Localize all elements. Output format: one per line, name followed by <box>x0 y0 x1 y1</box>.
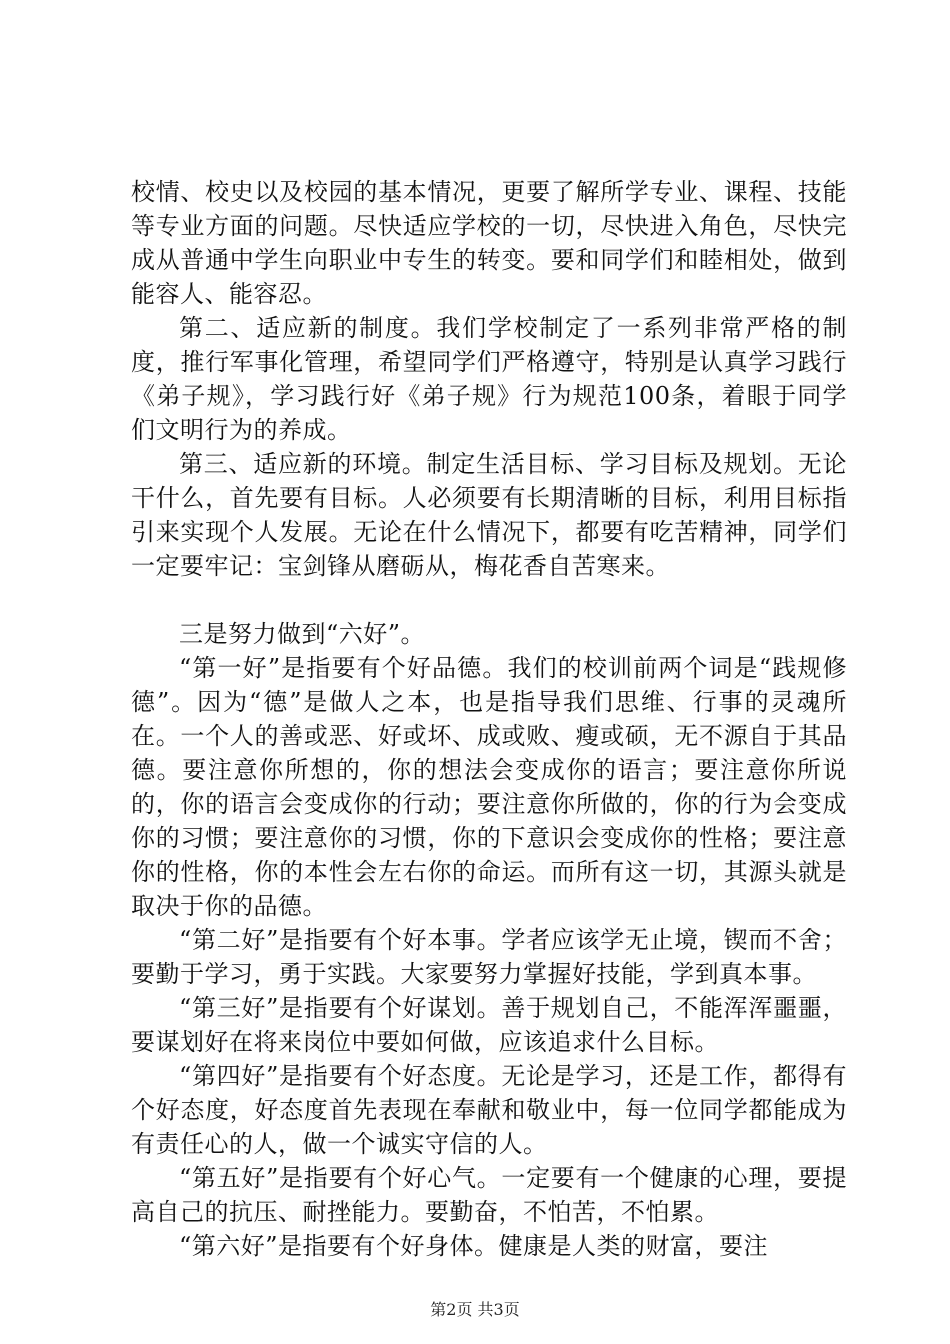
paragraph-fifth-good: “第五好”是指要有个好心气。一定要有一个健康的心理，要提高自己的抗压、耐挫能力。要勤奋，不怕苦，不怕累。 <box>131 1164 847 1226</box>
section-heading-six-goods: 三是努力做到“六好”。 <box>179 620 426 648</box>
paragraph-continuation: 校情、校史以及校园的基本情况，更要了解所学专业、课程、技能等专业方面的问题。尽快适应学校的一切，尽快进入角色，尽快完成从普通中学生向职业中专生的转变。要和同学们和睦相处，做到能容人、能容忍。 <box>131 178 847 308</box>
document-body <box>131 175 847 1263</box>
paragraph-fourth-good: “第四好”是指要有个好态度。无论是学习，还是工作，都得有个好态度，好态度首先表现在奉献和敬业中，每一位同学都能成为有责任心的人，做一个诚实守信的人。 <box>131 1062 847 1158</box>
paragraph-third-good: “第三好”是指要有个好谋划。善于规划自己，不能浑浑噩噩，要谋划好在将来岗位中要如何做，应该追求什么目标。 <box>131 994 847 1056</box>
page-footer: 第2页 共3页 <box>430 1300 520 1319</box>
paragraph-new-system: 第二、适应新的制度。我们学校制定了一系列非常严格的制度，推行军事化管理，希望同学们严格遵守，特别是认真学习践行《弟子规》，学习践行好《弟子规》行为规范100条，着眼于同学们文明行为的养成。 <box>131 314 847 444</box>
paragraph-first-good: “第一好”是指要有个好品德。我们的校训前两个词是“践规修德”。因为“德”是做人之本，也是指导我们思维、行事的灵魂所在。一个人的善或恶、好或坏、成或败、瘦或硕，无不源自于其品德。要注意你所想的，你的想法会变成你的语言；要注意你所说的，你的语言会变成你的行动；要注意你所做的，你的行为会变成你的习惯；要注意你的习惯，你的下意识会变成你的性格；要注意你的性格，你的本性会左右你的命运。而所有这一切，其源头就是取决于你的品德。 <box>131 654 847 920</box>
paragraph-new-environment: 第三、适应新的环境。制定生活目标、学习目标及规划。无论干什么，首先要有目标。人必须要有长期清晰的目标，利用目标指引来实现个人发展。无论在什么情况下，都要有吃苦精神，同学们一定要牢记：宝剑锋从磨砺从，梅花香自苦寒来。 <box>131 450 847 580</box>
paragraph-second-good: “第二好”是指要有个好本事。学者应该学无止境，锲而不舍；要勤于学习，勇于实践。大家要努力掌握好技能，学到真本事。 <box>131 926 847 988</box>
paragraph-sixth-good: “第六好”是指要有个好身体。健康是人类的财富，要注 <box>179 1232 769 1260</box>
